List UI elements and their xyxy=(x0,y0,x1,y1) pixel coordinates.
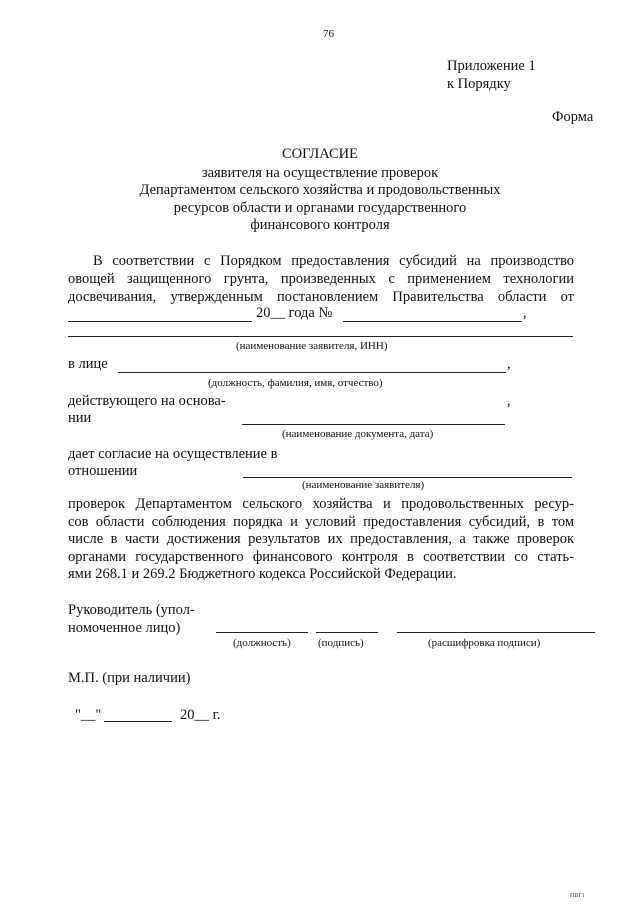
document-caption: (наименование документа, дата) xyxy=(282,428,434,440)
applicant-name-line[interactable] xyxy=(68,336,573,337)
position-line[interactable] xyxy=(216,632,308,633)
decoding-line[interactable] xyxy=(397,632,595,633)
stamp-label: М.П. (при наличии) xyxy=(68,670,191,686)
body-line4: органами государственного финансового контроля в соответствии со стать- xyxy=(68,549,574,565)
intro-comma: , xyxy=(523,305,527,321)
form-label: Форма xyxy=(552,109,594,125)
appendix-line2: к Порядку xyxy=(447,76,511,92)
sign-line[interactable] xyxy=(316,632,378,633)
body-line2: сов области соблюдения порядка и условий предоставления субсидий, в том xyxy=(68,514,574,530)
body-line5: ями 268.1 и 269.2 Бюджетного кодекса Российской Федерации. xyxy=(68,566,457,582)
head-label-line2: номоченное лицо) xyxy=(68,620,181,636)
title-line1: заявителя на осуществление проверок xyxy=(201,165,439,181)
title-line3: ресурсов области и органами государственного xyxy=(173,200,467,216)
applicant2-caption: (наименование заявителя) xyxy=(302,479,425,491)
consent-label-line2: отношении xyxy=(68,463,138,479)
document-line[interactable] xyxy=(242,424,505,425)
consent-label-line1: дает согласие на осуществление в xyxy=(68,446,278,462)
title-main: СОГЛАСИЕ xyxy=(281,146,359,162)
year-number-label: 20__ года № xyxy=(256,305,333,321)
title-line2: Департаментом сельского хозяйства и продовольственных xyxy=(139,182,501,198)
date-year: 20__ г. xyxy=(180,707,221,723)
applicant2-line[interactable] xyxy=(243,477,572,478)
sign-caption: (подпись) xyxy=(318,637,364,649)
body-line1: проверок Департаментом сельского хозяйства и продовольственных ресур- xyxy=(68,496,574,512)
date-day: "__" xyxy=(75,707,102,723)
person-caption: (должность, фамилия, имя, отчество) xyxy=(208,377,383,389)
applicant-caption: (наименование заявителя, ИНН) xyxy=(236,340,388,352)
body-line3: числе в части достижения результатов их предоставления, а также проверок xyxy=(68,531,574,547)
acting-comma: , xyxy=(507,393,511,409)
acting-label-line1: действующего на основа- xyxy=(68,393,226,409)
in-person-label: в лице xyxy=(68,356,108,372)
acting-label-line2: нии xyxy=(68,410,92,426)
number-blank-line[interactable] xyxy=(343,321,522,322)
page-number: 76 xyxy=(323,28,334,40)
appendix-line1: Приложение 1 xyxy=(447,58,536,74)
person-line[interactable] xyxy=(118,372,506,373)
position-caption: (должность) xyxy=(233,637,291,649)
intro-line2: овощей защищенного грунта, произведенных с применением технологии xyxy=(68,271,574,287)
date-blank-line[interactable] xyxy=(68,321,252,322)
footer-code: ПВГ1 xyxy=(570,893,585,899)
intro-line3: досвечивания, утвержденным постановлением Правительства области от xyxy=(68,289,574,305)
decoding-caption: (расшифровка подписи) xyxy=(428,637,541,649)
date-month-line[interactable] xyxy=(104,721,172,722)
title-line4: финансового контроля xyxy=(250,217,390,233)
head-label-line1: Руководитель (упол- xyxy=(68,602,195,618)
person-comma: , xyxy=(507,356,511,372)
intro-line1: В соответствии с Порядком предоставления субсидий на производство xyxy=(93,253,574,269)
